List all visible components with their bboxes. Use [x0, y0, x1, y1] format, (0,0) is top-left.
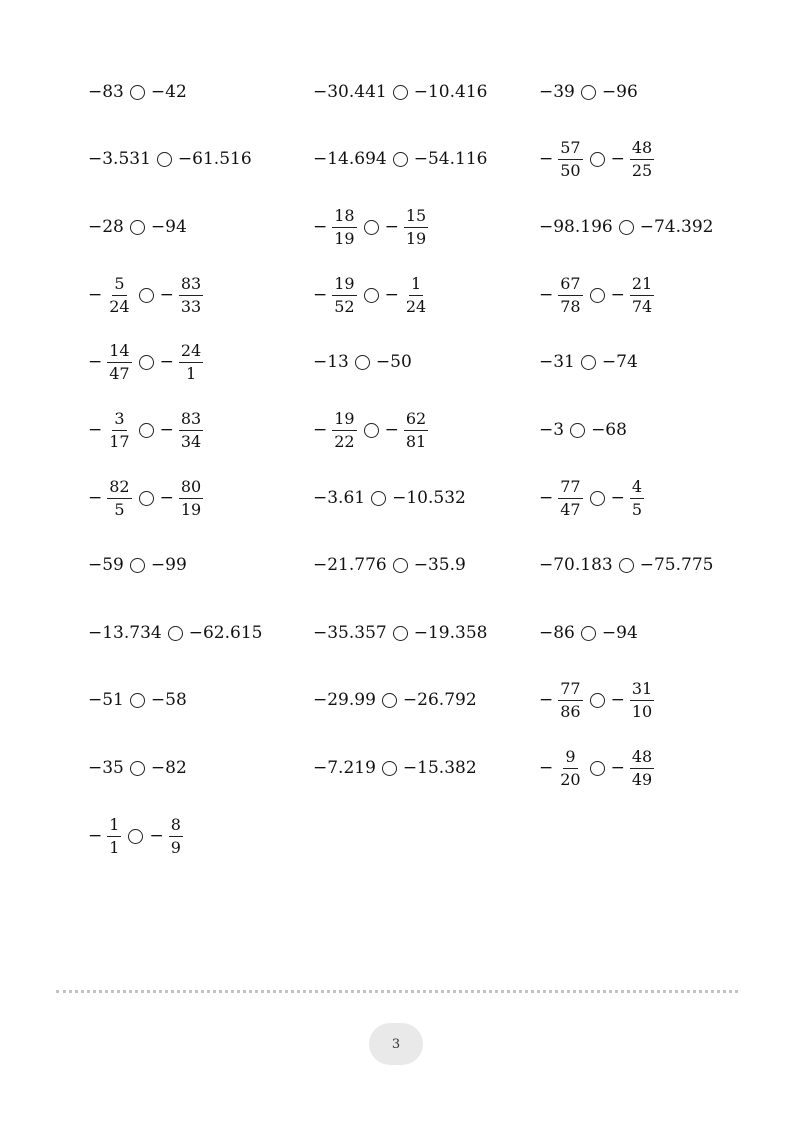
right-operand: −54.116: [413, 149, 488, 169]
fraction-numerator: 24: [179, 343, 203, 363]
problem-row: [0, 603, 793, 663]
answer-circle[interactable]: [393, 626, 408, 641]
right-operand: [610, 476, 645, 519]
comparison-problem: [88, 332, 204, 392]
comparison-problem: [88, 197, 187, 257]
comparison-problem: [313, 197, 429, 257]
fraction: [558, 137, 582, 180]
right-operand: [159, 408, 205, 451]
right-operand: −75.775: [639, 555, 714, 575]
minus-sign: −: [88, 826, 103, 846]
problem-row: [0, 670, 793, 730]
left-operand: [539, 746, 584, 789]
fraction-numerator: 3: [112, 411, 126, 431]
right-operand: −99: [150, 555, 187, 575]
answer-circle[interactable]: [364, 288, 379, 303]
fraction-denominator: 9: [170, 837, 181, 857]
comparison-problem: [313, 332, 412, 392]
fraction: [558, 678, 582, 721]
comparison-problem: [313, 535, 466, 595]
comparison-problem: [539, 129, 655, 189]
left-operand: −35: [88, 758, 124, 778]
right-operand: −50: [375, 352, 412, 372]
minus-sign: −: [159, 352, 174, 372]
minus-sign: −: [384, 420, 399, 440]
answer-circle[interactable]: [130, 220, 145, 235]
right-operand: −19.358: [413, 623, 488, 643]
left-operand: −29.99: [313, 690, 376, 710]
right-operand: [149, 814, 183, 857]
comparison-problem: [539, 468, 645, 528]
left-operand: −21.776: [313, 555, 387, 575]
right-operand: −68: [591, 420, 627, 440]
answer-circle[interactable]: [382, 693, 397, 708]
fraction-denominator: 1: [109, 837, 120, 857]
right-operand: −94: [150, 217, 187, 237]
left-operand: −35.357: [313, 623, 387, 643]
answer-circle[interactable]: [168, 626, 183, 641]
minus-sign: −: [610, 758, 625, 778]
comparison-problem: [88, 738, 187, 798]
fraction: [404, 205, 428, 248]
comparison-problem: [313, 62, 487, 122]
comparison-problem: [313, 400, 429, 460]
left-operand: [88, 476, 133, 519]
left-operand: −83: [88, 82, 124, 102]
minus-sign: −: [539, 285, 554, 305]
fraction-denominator: 22: [334, 431, 355, 451]
left-operand: [88, 273, 133, 316]
left-operand: [539, 476, 584, 519]
right-operand: [610, 678, 656, 721]
fraction-denominator: 78: [560, 296, 581, 316]
left-operand: −39: [539, 82, 575, 102]
fraction: [332, 408, 356, 451]
minus-sign: −: [88, 352, 103, 372]
fraction: [107, 340, 131, 383]
left-operand: −59: [88, 555, 124, 575]
comparison-problem: [539, 535, 713, 595]
right-operand: −82: [150, 758, 187, 778]
left-operand: [313, 408, 358, 451]
comparison-problem: [539, 197, 713, 257]
problem-row: [0, 535, 793, 595]
fraction-denominator: 47: [560, 499, 581, 519]
answer-circle[interactable]: [590, 152, 605, 167]
minus-sign: −: [610, 285, 625, 305]
comparison-problem: [313, 129, 487, 189]
fraction-denominator: 86: [560, 701, 581, 721]
left-operand: −70.183: [539, 555, 613, 575]
comparison-problem: [313, 468, 466, 528]
right-operand: −10.416: [413, 82, 488, 102]
left-operand: [88, 340, 133, 383]
answer-circle[interactable]: [382, 761, 397, 776]
comparison-problem: [88, 535, 187, 595]
fraction: [558, 746, 582, 789]
right-operand: [159, 476, 205, 519]
right-operand: −10.532: [392, 488, 466, 508]
answer-circle[interactable]: [619, 220, 634, 235]
comparison-problem: [539, 265, 655, 325]
answer-circle[interactable]: [130, 558, 145, 573]
fraction: [107, 814, 121, 857]
fraction: [107, 408, 131, 451]
right-operand: −74: [601, 352, 638, 372]
answer-circle[interactable]: [355, 355, 370, 370]
fraction: [404, 273, 428, 316]
minus-sign: −: [539, 149, 554, 169]
answer-circle[interactable]: [130, 761, 145, 776]
answer-circle[interactable]: [130, 85, 145, 100]
minus-sign: −: [539, 758, 554, 778]
problem-row: [0, 400, 793, 460]
right-operand: −26.792: [402, 690, 477, 710]
fraction: [332, 205, 356, 248]
right-operand: −35.9: [413, 555, 466, 575]
fraction-denominator: 1: [185, 363, 197, 383]
fraction-numerator: 19: [332, 276, 356, 296]
problem-row: [0, 332, 793, 392]
fraction-numerator: 77: [558, 681, 582, 701]
left-operand: [539, 273, 584, 316]
fraction-denominator: 19: [405, 228, 427, 248]
fraction-numerator: 19: [332, 411, 356, 431]
right-operand: [610, 273, 656, 316]
comparison-problem: [88, 468, 204, 528]
right-operand: [384, 205, 430, 248]
fraction: [404, 408, 428, 451]
comparison-problem: [313, 670, 477, 730]
fraction: [179, 340, 203, 383]
problem-row: [0, 197, 793, 257]
fraction-numerator: 15: [404, 208, 428, 228]
fraction: [169, 814, 183, 857]
minus-sign: −: [313, 420, 328, 440]
right-operand: [610, 137, 656, 180]
fraction: [332, 273, 356, 316]
left-operand: −13: [313, 352, 349, 372]
answer-circle[interactable]: [570, 423, 585, 438]
left-operand: −86: [539, 623, 575, 643]
answer-circle[interactable]: [364, 423, 379, 438]
fraction: [558, 273, 582, 316]
answer-circle[interactable]: [139, 491, 154, 506]
fraction-numerator: 82: [107, 479, 131, 499]
fraction-numerator: 67: [558, 276, 582, 296]
answer-circle[interactable]: [130, 693, 145, 708]
minus-sign: −: [159, 488, 174, 508]
fraction-numerator: 8: [169, 817, 183, 837]
minus-sign: −: [88, 488, 103, 508]
fraction: [630, 476, 644, 519]
answer-circle[interactable]: [590, 761, 605, 776]
fraction-denominator: 81: [405, 431, 427, 451]
left-operand: [539, 137, 584, 180]
left-operand: −98.196: [539, 217, 613, 237]
fraction-numerator: 31: [630, 681, 654, 701]
fraction-denominator: 10: [631, 701, 653, 721]
fraction-denominator: 19: [334, 228, 355, 248]
fraction: [179, 273, 203, 316]
fraction: [630, 137, 654, 180]
fraction-denominator: 74: [631, 296, 653, 316]
comparison-problem: [88, 806, 184, 866]
problem-row: [0, 265, 793, 325]
answer-circle[interactable]: [364, 220, 379, 235]
left-operand: −30.441: [313, 82, 387, 102]
fraction-denominator: 19: [180, 499, 202, 519]
fraction-denominator: 5: [114, 499, 125, 519]
right-operand: −15.382: [402, 758, 477, 778]
answer-circle[interactable]: [128, 829, 143, 844]
answer-circle[interactable]: [581, 626, 596, 641]
left-operand: −31: [539, 352, 575, 372]
left-operand: [539, 678, 584, 721]
problem-row: [0, 62, 793, 122]
fraction: [630, 273, 654, 316]
fraction: [630, 678, 654, 721]
answer-circle[interactable]: [590, 288, 605, 303]
minus-sign: −: [384, 285, 399, 305]
left-operand: −14.694: [313, 149, 387, 169]
answer-circle[interactable]: [619, 558, 634, 573]
comparison-problem: [539, 400, 627, 460]
answer-circle[interactable]: [590, 693, 605, 708]
comparison-problem: [88, 603, 262, 663]
fraction-denominator: 47: [109, 363, 130, 383]
fraction: [630, 746, 654, 789]
left-operand: −51: [88, 690, 124, 710]
fraction-numerator: 80: [179, 479, 203, 499]
comparison-problem: [88, 400, 204, 460]
fraction-denominator: 50: [560, 160, 581, 180]
minus-sign: −: [610, 690, 625, 710]
fraction-numerator: 48: [630, 749, 654, 769]
comparison-problem: [88, 265, 204, 325]
right-operand: −96: [601, 82, 638, 102]
answer-circle[interactable]: [393, 152, 408, 167]
comparison-problem: [539, 603, 638, 663]
fraction-denominator: 49: [631, 769, 653, 789]
answer-circle[interactable]: [590, 491, 605, 506]
right-operand: −42: [150, 82, 187, 102]
minus-sign: −: [539, 488, 554, 508]
page-number-badge: [369, 1023, 423, 1065]
minus-sign: −: [159, 285, 174, 305]
answer-circle[interactable]: [139, 288, 154, 303]
comparison-problem: [313, 738, 477, 798]
minus-sign: −: [313, 217, 328, 237]
fraction-denominator: 25: [631, 160, 653, 180]
right-operand: [384, 408, 430, 451]
fraction: [179, 408, 203, 451]
left-operand: −13.734: [88, 623, 162, 643]
page-number: 3: [391, 1036, 401, 1052]
comparison-problem: [539, 670, 655, 730]
minus-sign: −: [88, 285, 103, 305]
right-operand: [159, 273, 205, 316]
fraction-numerator: 1: [107, 817, 121, 837]
fraction-numerator: 9: [563, 749, 577, 769]
fraction-denominator: 17: [109, 431, 130, 451]
left-operand: −3: [539, 420, 565, 440]
left-operand: [88, 814, 122, 857]
comparison-problem: [313, 603, 487, 663]
minus-sign: −: [610, 488, 625, 508]
fraction-denominator: 5: [631, 499, 643, 519]
comparison-problem: [88, 670, 187, 730]
left-operand: −28: [88, 217, 124, 237]
minus-sign: −: [159, 420, 174, 440]
right-operand: −58: [150, 690, 187, 710]
fraction-numerator: 5: [112, 276, 126, 296]
left-operand: [313, 273, 358, 316]
minus-sign: −: [149, 826, 164, 846]
fraction-denominator: 20: [560, 769, 581, 789]
minus-sign: −: [88, 420, 103, 440]
problem-row: [0, 806, 793, 866]
fraction-numerator: 4: [630, 479, 644, 499]
minus-sign: −: [539, 690, 554, 710]
right-operand: −61.516: [177, 149, 252, 169]
comparison-problem: [88, 62, 187, 122]
problem-row: [0, 468, 793, 528]
fraction-numerator: 57: [558, 140, 582, 160]
answer-circle[interactable]: [581, 85, 596, 100]
right-operand: −74.392: [639, 217, 714, 237]
fraction-numerator: 62: [404, 411, 428, 431]
right-operand: [384, 273, 430, 316]
comparison-problem: [539, 738, 655, 798]
fraction-numerator: 48: [630, 140, 654, 160]
fraction-numerator: 14: [107, 343, 131, 363]
left-operand: [88, 408, 133, 451]
fraction-denominator: 24: [109, 296, 130, 316]
left-operand: −3.61: [313, 488, 366, 508]
answer-circle[interactable]: [393, 85, 408, 100]
left-operand: −7.219: [313, 758, 376, 778]
fraction-numerator: 83: [179, 411, 203, 431]
answer-circle[interactable]: [139, 423, 154, 438]
problem-row: [0, 738, 793, 798]
fraction-denominator: 33: [180, 296, 202, 316]
answer-circle[interactable]: [157, 152, 172, 167]
fraction-numerator: 21: [630, 276, 654, 296]
comparison-problem: [539, 332, 638, 392]
fraction-denominator: 24: [405, 296, 427, 316]
answer-circle[interactable]: [139, 355, 154, 370]
minus-sign: −: [313, 285, 328, 305]
fraction: [107, 273, 131, 316]
right-operand: −94: [601, 623, 638, 643]
fraction-denominator: 52: [334, 296, 355, 316]
minus-sign: −: [384, 217, 399, 237]
fraction-numerator: 83: [179, 276, 203, 296]
comparison-problem: [539, 62, 638, 122]
answer-circle[interactable]: [371, 491, 386, 506]
problem-row: [0, 129, 793, 189]
fraction-numerator: 77: [558, 479, 582, 499]
comparison-problem: [313, 265, 429, 325]
fraction: [107, 476, 131, 519]
fraction-numerator: 1: [409, 276, 423, 296]
fraction: [179, 476, 203, 519]
dotted-divider: [56, 990, 738, 993]
minus-sign: −: [610, 149, 625, 169]
comparison-problem: [88, 129, 252, 189]
right-operand: [159, 340, 205, 383]
answer-circle[interactable]: [581, 355, 596, 370]
fraction-numerator: 18: [332, 208, 356, 228]
left-operand: [313, 205, 358, 248]
left-operand: −3.531: [88, 149, 151, 169]
right-operand: [610, 746, 656, 789]
right-operand: −62.615: [188, 623, 263, 643]
fraction: [558, 476, 582, 519]
fraction-denominator: 34: [180, 431, 202, 451]
answer-circle[interactable]: [393, 558, 408, 573]
